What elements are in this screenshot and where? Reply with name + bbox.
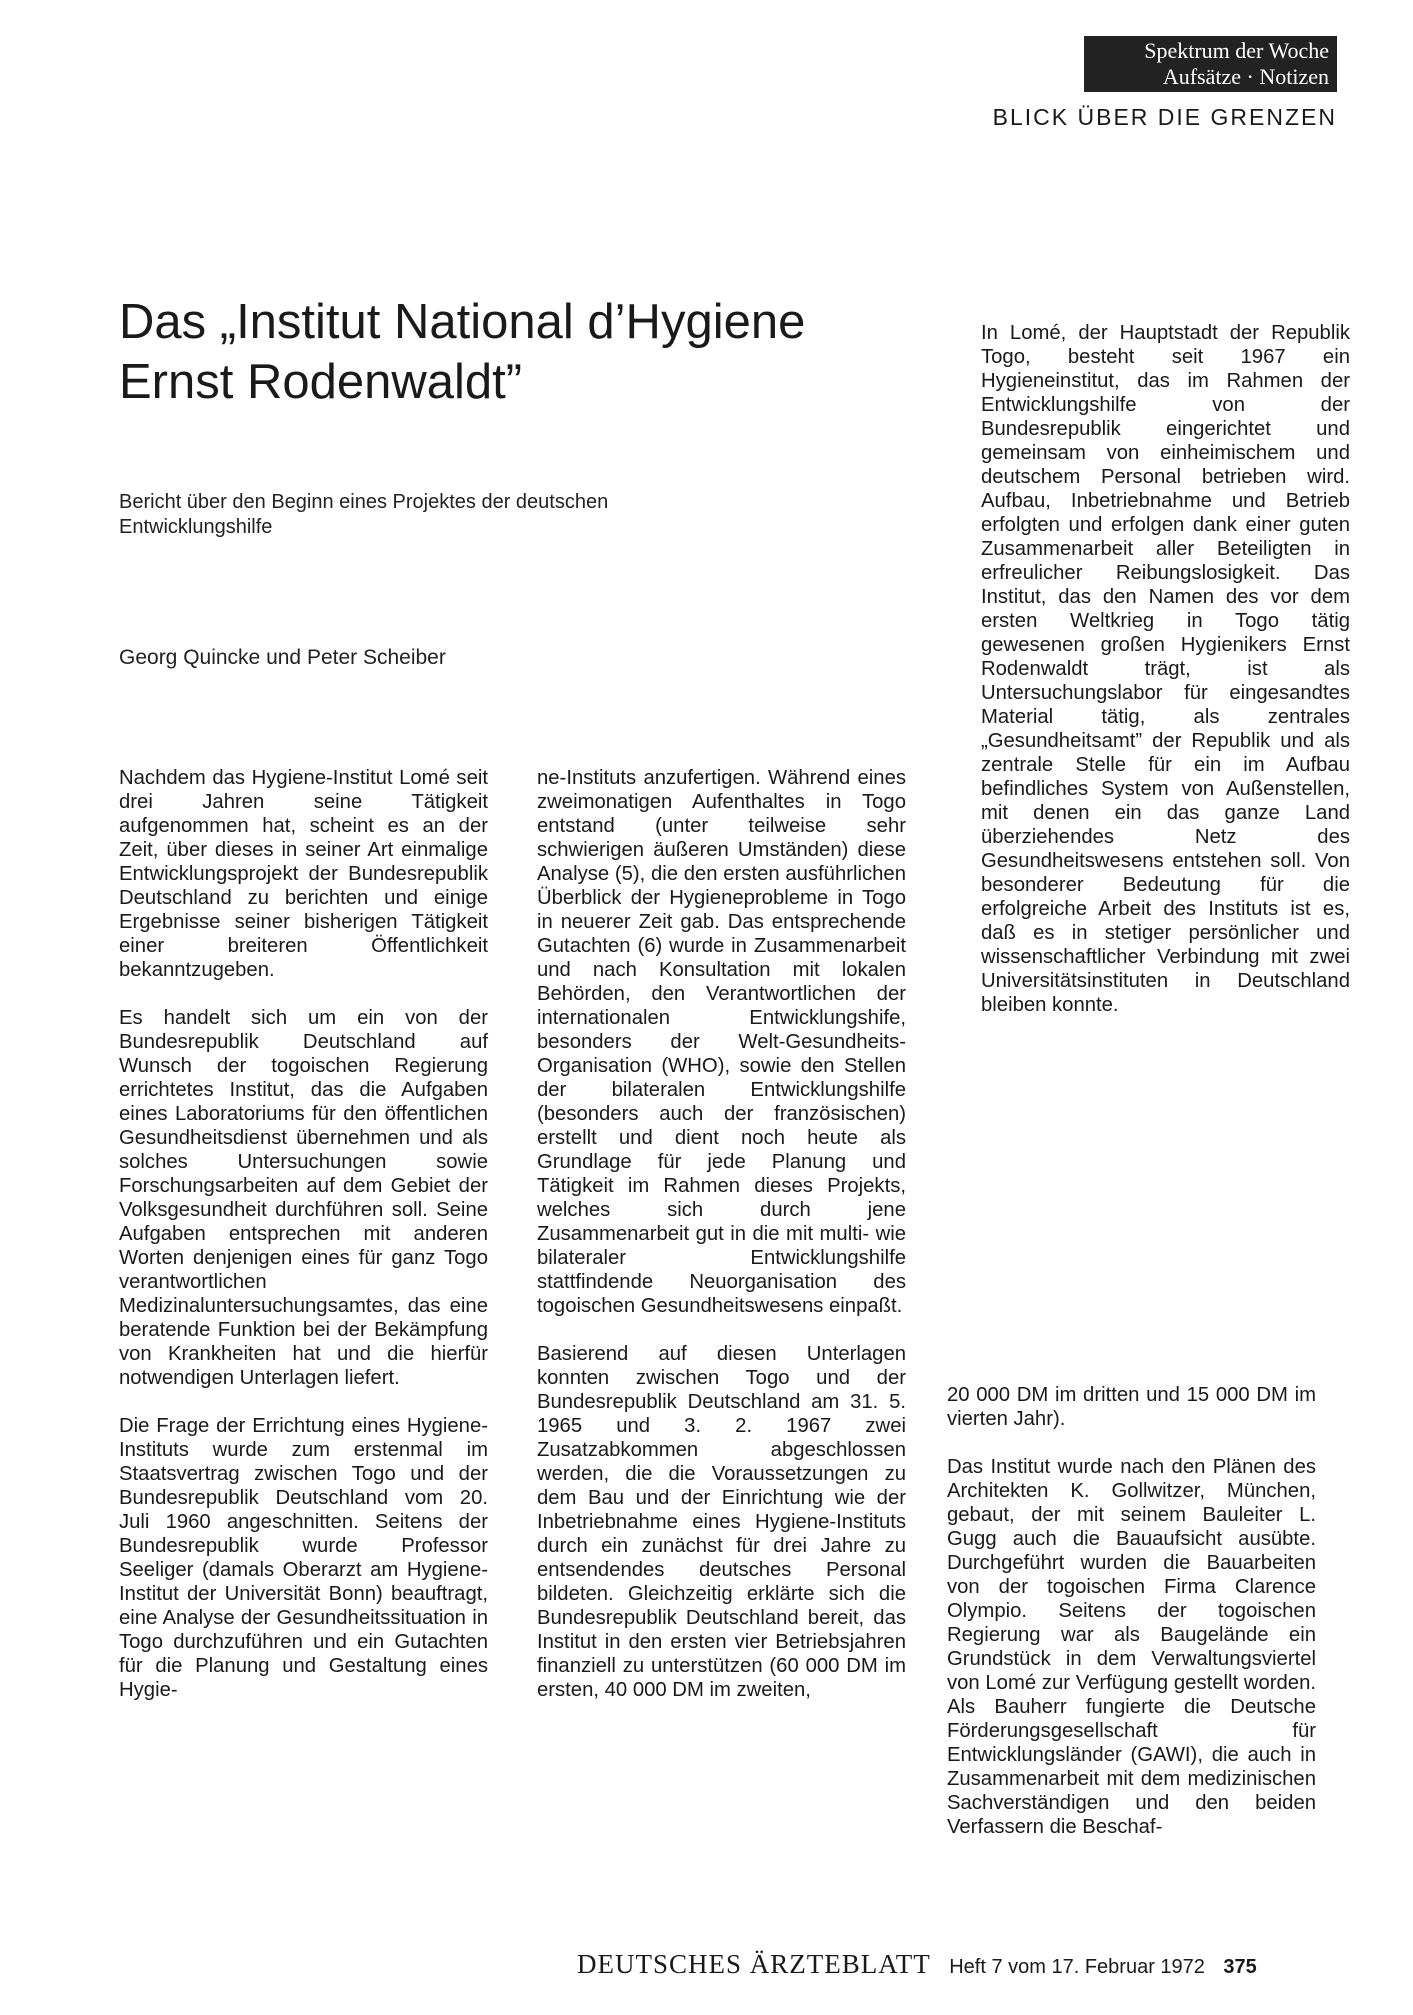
paragraph: ne-Instituts anzufertigen. Während eines zweimonatigen Aufenthaltes in Togo entstand (unter teilweise sehr schwierigen äußeren Umständen) diese Analyse (5), die den ersten ausführlichen Überblick der Hygieneprobleme in Togo in neuerer Zeit gab. Das entsprechende Gutachten (6) wurde in Zusammenarbeit und nach Konsultation mit lokalen Behörden, den Verantwortlichen der internationalen Entwicklungshife, besonders der Welt-Gesundheits-Organisation (WHO), sowie den Stellen der bilateralen Entwicklungshilfe (besonders auch der französischen) erstellt und dient noch heute als Grundlage für jede Planung und Tätigkeit im Rahmen dieses Projekts, welches sich durch jene Zusammenarbeit gut in die mit multi- wie bilateraler Entwicklungshilfe stattfindende Neuorganisation des togoischen Gesundheitswesens einpaßt. [537,767,906,1317]
section-label: BLICK ÜBER DIE GRENZEN [992,104,1337,130]
issue-info: Heft 7 vom 17. Februar 1972 [949,1956,1205,1978]
column-2 [537,766,906,1702]
paragraph: 20 000 DM im dritten und 15 000 DM im vierten Jahr). [947,1384,1316,1430]
section-badge [1084,36,1337,92]
article-title: Das „Institut National d’Hygiene Ernst Rodenwaldt” [119,295,806,409]
page-number: 375 [1223,1956,1257,1978]
paragraph: Es handelt sich um ein von der Bundesrepublik Deutschland auf Wunsch der togoischen Regierung errichtetes Institut, das die Aufgaben eines Laboratoriums für den öffentlichen Gesundheitsdienst übernehmen und als solches Untersuchungen sowie Forschungsarbeiten auf dem Gebiet der Volksgesundheit durchführen soll. Seine Aufgaben entsprechen mit anderen Worten denjenigen eines für ganz Togo verantwortlichen Medizinaluntersuchungsamtes, das eine beratende Funktion bei der Bekämpfung von Krankheiten hat und die hierfür notwendigen Unterlagen liefert. [119,1007,488,1389]
paragraph: Die Frage der Errichtung eines Hygiene-Instituts wurde zum erstenmal im Staatsvertrag zwischen Togo und der Bundesrepublik Deutschland vom 20. Juli 1960 angeschnitten. Seitens der Bundesrepublik wurde Professor Seeliger (damals Oberarzt am Hygiene-Institut der Universität Bonn) beauftragt, eine Analyse der Gesundheitssituation in Togo durchzuführen und ein Gutachten für die Planung und Gestaltung eines Hygie- [119,1415,488,1701]
column-1 [119,766,488,1702]
badge-line-1: Spektrum der Woche [1144,38,1329,63]
journal-name: DEUTSCHES ÄRZTEBLATT [577,1949,931,1979]
article-authors: Georg Quincke und Peter Scheiber [119,646,446,669]
paragraph: Basierend auf diesen Unterlagen konnten zwischen Togo und der Bundesrepublik Deutschland am 31. 5. 1965 und 3. 2. 1967 zwei Zusatzabkommen abgeschlossen werden, die die Voraussetzungen zu dem Bau und der Einrichtung wie der Inbetriebnahme eines Hygiene-Instituts durch ein zunächst für drei Jahre zu entsendendes deutsches Personal bildeten. Gleichzeitig erklärte sich die Bundesrepublik Deutschland bereit, das Institut in den ersten vier Betriebsjahren finanziell zu unterstützen (60 000 DM im ersten, 40 000 DM im zweiten, [537,1343,906,1701]
paragraph: Das Institut wurde nach den Plänen des Architekten K. Gollwitzer, München, gebaut, der mit seinem Bauleiter L. Gugg auch die Bauaufsicht ausübte. Durchgeführt wurden die Bauarbeiten von der togoischen Firma Clarence Olympio. Seitens der togoischen Regierung war als Baugelände ein Grundstück in dem Verwaltungsviertel von Lomé zur Verfügung gestellt worden. Als Bauherr fungierte die Deutsche Förderungsgesellschaft für Entwicklungsländer (GAWI), die auch in Zusammenarbeit mit dem medizinischen Sachverständigen und den beiden Verfassern die Beschaf- [947,1456,1316,1838]
paragraph: Nachdem das Hygiene-Institut Lomé seit drei Jahren seine Tätigkeit aufgenommen hat, scheint es an der Zeit, über dieses in seiner Art einmalige Entwicklungsprojekt der Bundesrepublik Deutschland zu berichten und einige Ergebnisse seiner bisherigen Tätigkeit einer breiteren Öffentlichkeit bekanntzugeben. [119,767,488,981]
page-footer [577,1949,1337,1980]
abstract-paragraph: In Lomé, der Hauptstadt der Republik Togo, besteht seit 1967 ein Hygieneinstitut, das im Rahmen der Entwicklungshilfe von der Bundesrepublik eingerichtet und gemeinsam von einheimischem und deutschem Personal betrieben wird. Aufbau, Inbetriebnahme und Betrieb erfolgten und erfolgen dank einer guten Zusammenarbeit aller Beteiligten in erfreulicher Reibungslosigkeit. Das Institut, das den Namen des vor dem ersten Weltkrieg in Togo tätig gewesenen großen Hygienikers Ernst Rodenwaldt trägt, ist als Untersuchungslabor für eingesandtes Material tätig, als zentrales „Gesundheitsamt” der Republik und als zentrale Stelle für ein im Aufbau befindliches System von Außenstellen, mit denen ein das ganze Land überziehendes Netz des Gesundheitswesens entstehen soll. Von besonderer Bedeutung für die erfolgreiche Arbeit des Instituts ist es, daß es in stetiger persönlicher und wissenschaftlicher Verbindung mit zwei Universitätsinstituten in Deutschland bleiben konnte. [981,322,1350,1016]
column-3 [947,1383,1316,1839]
article-subtitle: Bericht über den Beginn eines Projektes der deutschen Entwicklungshilfe [119,491,609,538]
badge-line-2: Aufsätze · Notizen [1162,64,1329,89]
abstract-column [981,321,1350,1017]
